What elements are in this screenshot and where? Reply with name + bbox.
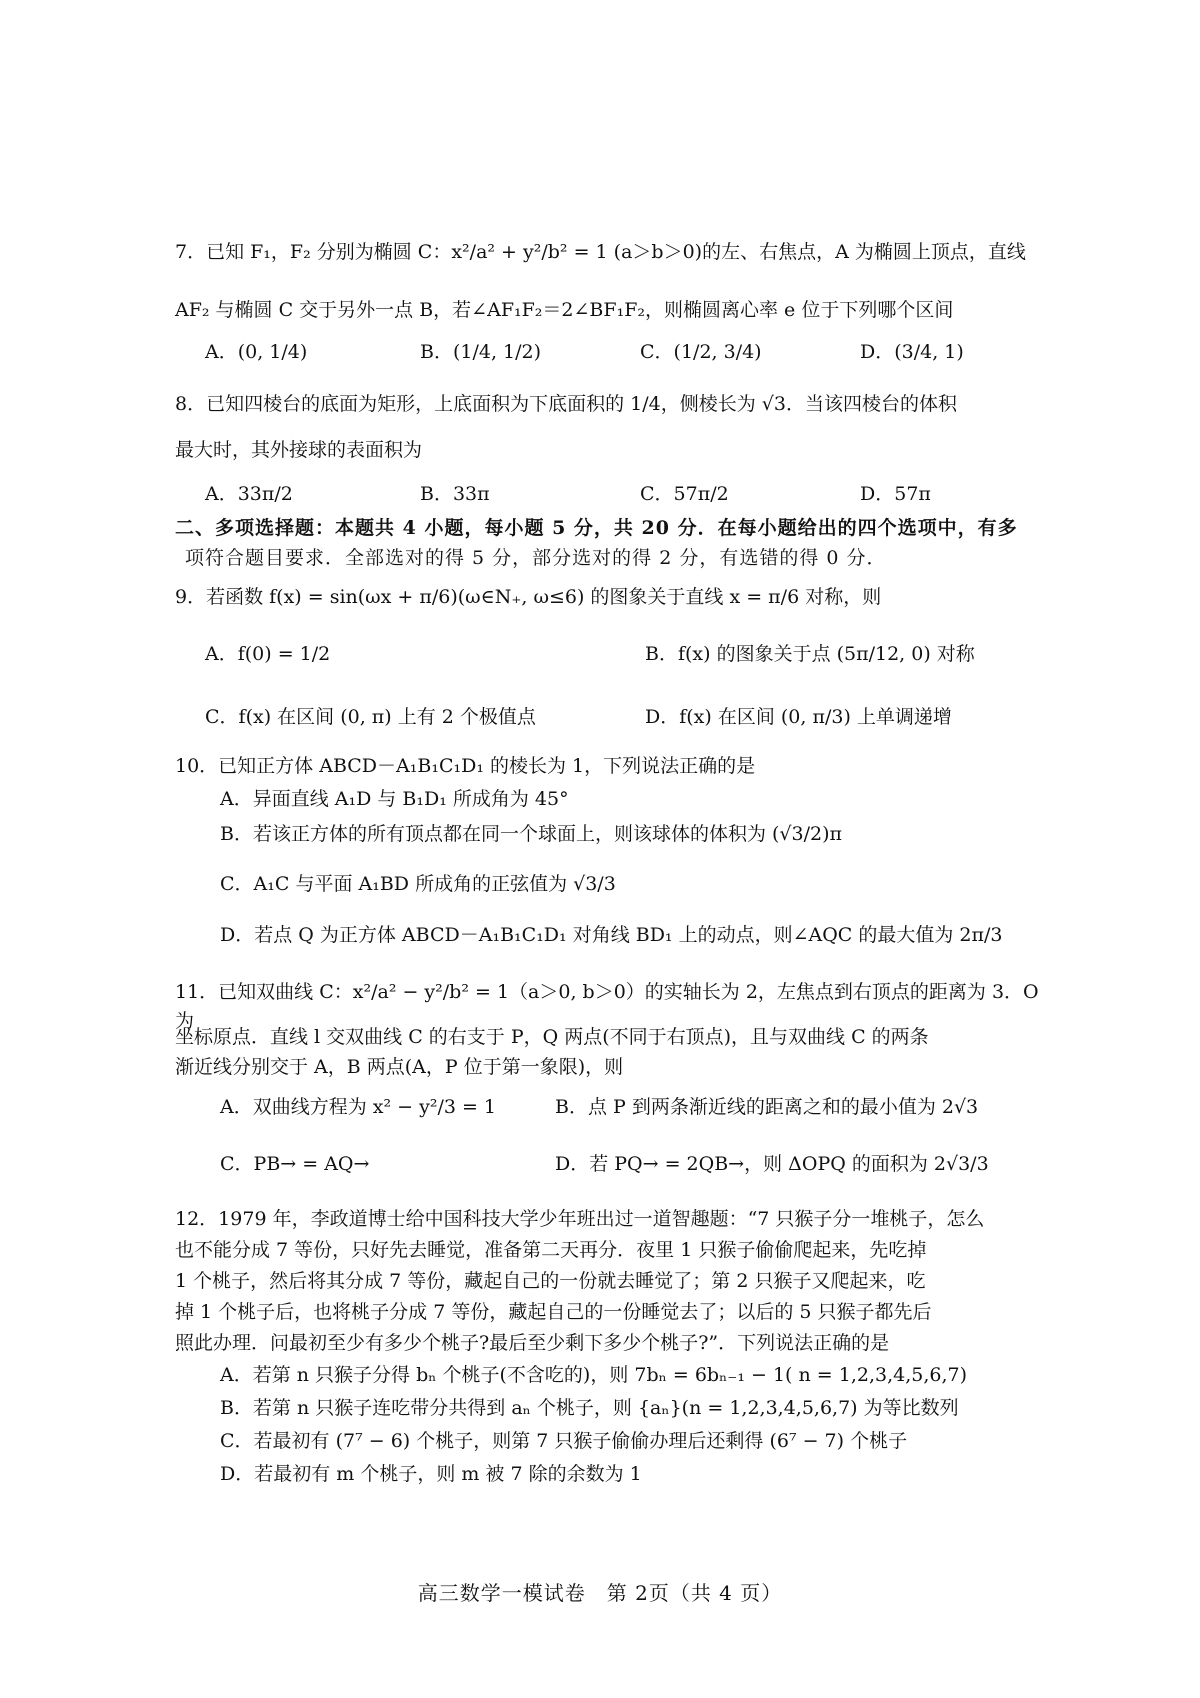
q7-stem-line2: AF₂ 与椭圆 C 交于另外一点 B，若∠AF₁F₂＝2∠BF₁F₂，则椭圆离心率 e 位于下列哪个区间 bbox=[175, 299, 954, 321]
q12-stem-line3: 1 个桃子，然后将其分成 7 等份，藏起自己的一份就去睡觉了；第 2 只猴子又爬起来，吃 bbox=[175, 1270, 926, 1292]
q12-option-c: C．若最初有 (7⁷ − 6) 个桃子，则第 7 只猴子偷偷办理后还剩得 (6⁷ − 7) 个桃子 bbox=[220, 1430, 908, 1452]
q12-stem-line2: 也不能分成 7 等份，只好先去睡觉，准备第二天再分．夜里 1 只猴子偷偷爬起来，先吃掉 bbox=[175, 1239, 927, 1261]
q7-option-d: D．(3/4, 1) bbox=[860, 341, 964, 363]
q11-option-c: C．PB→ = AQ→ bbox=[220, 1153, 370, 1175]
q10-option-a: A．异面直线 A₁D 与 B₁D₁ 所成角为 45° bbox=[220, 788, 569, 810]
q9-stem: 9．若函数 f(x) = sin(ωx + π/6)(ω∈N₊, ω≤6) 的图象关于直线 x = π/6 对称，则 bbox=[175, 586, 882, 608]
q11-option-d: D．若 PQ→ = 2QB→，则 ΔOPQ 的面积为 2√3/3 bbox=[555, 1153, 989, 1175]
q9-option-d: D．f(x) 在区间 (0, π/3) 上单调递增 bbox=[645, 706, 952, 728]
q10-stem: 10．已知正方体 ABCD－A₁B₁C₁D₁ 的棱长为 1，下列说法正确的是 bbox=[175, 755, 756, 777]
q11-stem-line3: 渐近线分别交于 A，B 两点(A，P 位于第一象限)，则 bbox=[175, 1056, 624, 1078]
q7-option-a: A．(0, 1/4) bbox=[205, 341, 308, 363]
q8-option-b: B．33π bbox=[420, 483, 490, 505]
q7-option-c: C．(1/2, 3/4) bbox=[640, 341, 762, 363]
section2-heading-line2: 项符合题目要求．全部选对的得 5 分，部分选对的得 2 分，有选错的得 0 分． bbox=[185, 547, 887, 569]
q7-stem-line1: 7．已知 F₁，F₂ 分别为椭圆 C：x²/a² + y²/b² = 1 (a＞b＞0)的左、右焦点，A 为椭圆上顶点，直线 bbox=[175, 241, 1026, 263]
q9-option-a: A．f(0) = 1/2 bbox=[205, 643, 331, 665]
q11-option-b: B．点 P 到两条渐近线的距离之和的最小值为 2√3 bbox=[555, 1096, 979, 1118]
q8-option-c: C．57π/2 bbox=[640, 483, 729, 505]
q8-option-d: D．57π bbox=[860, 483, 931, 505]
q12-stem-line5: 照此办理．问最初至少有多少个桃子?最后至少剩下多少个桃子?”．下列说法正确的是 bbox=[175, 1332, 890, 1354]
page-footer: 高三数学一模试卷 第 2页（共 4 页） bbox=[417, 1581, 783, 1605]
q11-stem-line1: 11．已知双曲线 C：x²/a² − y²/b² = 1（a＞0, b＞0）的实轴长为 2，左焦点到右顶点的距离为 3．O 为 bbox=[175, 981, 1039, 1033]
q7-option-b: B．(1/4, 1/2) bbox=[420, 341, 542, 363]
q12-option-d: D．若最初有 m 个桃子，则 m 被 7 除的余数为 1 bbox=[220, 1463, 642, 1485]
section2-heading-line1: 二、多项选择题：本题共 4 小题，每小题 5 分，共 20 分．在每小题给出的四个选项中，有多 bbox=[175, 517, 1018, 539]
q11-stem-line2: 坐标原点．直线 l 交双曲线 C 的右支于 P，Q 两点(不同于右顶点)，且与双曲线 C 的两条 bbox=[175, 1026, 929, 1048]
q12-stem-line1: 12．1979 年，李政道博士给中国科技大学少年班出过一道智趣题：“7 只猴子分一堆桃子，怎么 bbox=[175, 1208, 985, 1230]
q9-option-b: B．f(x) 的图象关于点 (5π/12, 0) 对称 bbox=[645, 643, 975, 665]
q12-option-b: B．若第 n 只猴子连吃带分共得到 aₙ 个桃子，则 {aₙ}(n = 1,2,3,4,5,6,7) 为等比数列 bbox=[220, 1397, 959, 1419]
q11-option-a: A．双曲线方程为 x² − y²/3 = 1 bbox=[220, 1096, 497, 1118]
q10-option-d: D．若点 Q 为正方体 ABCD－A₁B₁C₁D₁ 对角线 BD₁ 上的动点，则∠AQC 的最大值为 2π/3 bbox=[220, 924, 1003, 946]
q8-stem-line2: 最大时，其外接球的表面积为 bbox=[175, 439, 423, 461]
q10-option-c: C．A₁C 与平面 A₁BD 所成角的正弦值为 √3/3 bbox=[220, 873, 616, 895]
q9-option-c: C．f(x) 在区间 (0, π) 上有 2 个极值点 bbox=[205, 706, 536, 728]
q12-stem-line4: 掉 1 个桃子后，也将桃子分成 7 等份，藏起自己的一份睡觉去了；以后的 5 只猴子都先后 bbox=[175, 1301, 932, 1323]
q10-option-b: B．若该正方体的所有顶点都在同一个球面上，则该球体的体积为 (√3/2)π bbox=[220, 823, 843, 845]
q12-option-a: A．若第 n 只猴子分得 bₙ 个桃子(不含吃的)，则 7bₙ = 6bₙ₋₁ − 1( n = 1,2,3,4,5,6,7) bbox=[220, 1364, 967, 1386]
q8-option-a: A．33π/2 bbox=[205, 483, 293, 505]
q8-stem-line1: 8．已知四棱台的底面为矩形，上底面积为下底面积的 1/4，侧棱长为 √3．当该四棱台的体积 bbox=[175, 393, 957, 415]
